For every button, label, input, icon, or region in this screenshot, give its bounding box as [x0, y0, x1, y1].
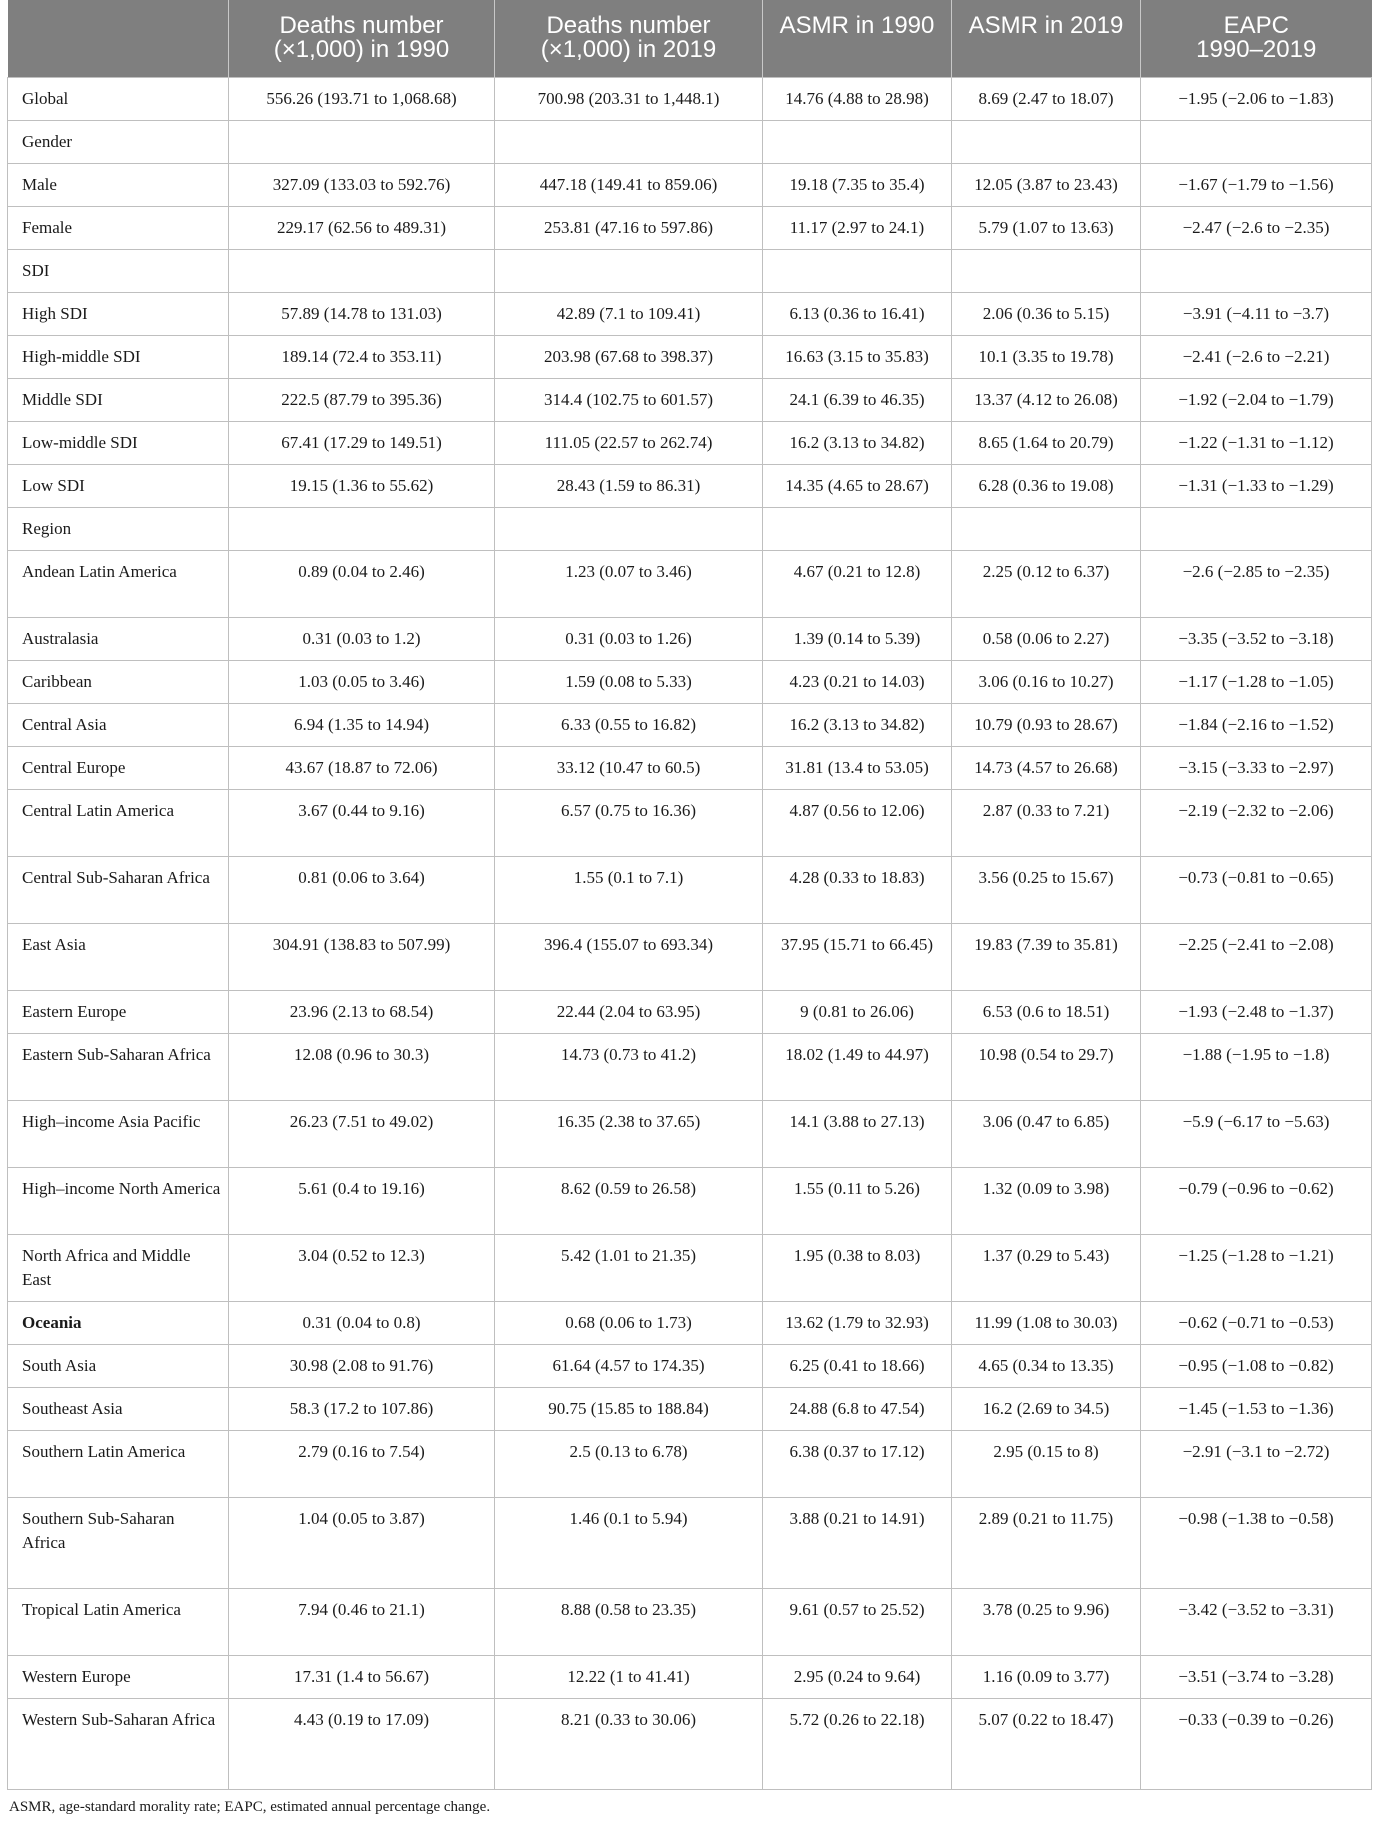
table-cell [495, 507, 763, 550]
row-label: Female [8, 206, 229, 249]
table-cell: 556.26 (193.71 to 1,068.68) [229, 77, 495, 120]
table-cell: 3.06 (0.47 to 6.85) [952, 1100, 1141, 1167]
table-cell: 14.73 (0.73 to 41.2) [495, 1033, 763, 1100]
table-cell: 5.42 (1.01 to 21.35) [495, 1234, 763, 1301]
table-cell: 3.67 (0.44 to 9.16) [229, 789, 495, 856]
table-cell: 700.98 (203.31 to 1,448.1) [495, 77, 763, 120]
table-cell: 30.98 (2.08 to 91.76) [229, 1344, 495, 1387]
table-cell: 222.5 (87.79 to 395.36) [229, 378, 495, 421]
table-cell: −1.93 (−2.48 to −1.37) [1141, 990, 1372, 1033]
header-cell-asmr-2019: ASMR in 2019 [952, 0, 1141, 77]
table-cell: 3.88 (0.21 to 14.91) [763, 1497, 952, 1588]
table-cell: 14.35 (4.65 to 28.67) [763, 464, 952, 507]
table-cell: 4.28 (0.33 to 18.83) [763, 856, 952, 923]
table-cell: 229.17 (62.56 to 489.31) [229, 206, 495, 249]
table-cell: 90.75 (15.85 to 188.84) [495, 1387, 763, 1430]
table-cell: 253.81 (47.16 to 597.86) [495, 206, 763, 249]
table-cell: 1.03 (0.05 to 3.46) [229, 660, 495, 703]
table-cell: −1.17 (−1.28 to −1.05) [1141, 660, 1372, 703]
table-row [8, 1167, 1372, 1234]
table-cell: 5.61 (0.4 to 19.16) [229, 1167, 495, 1234]
table-cell: 1.55 (0.1 to 7.1) [495, 856, 763, 923]
row-label: Central Sub-Saharan Africa [8, 856, 229, 923]
table-row [8, 1100, 1372, 1167]
table-row [8, 335, 1372, 378]
table-cell: 23.96 (2.13 to 68.54) [229, 990, 495, 1033]
table-cell: −5.9 (−6.17 to −5.63) [1141, 1100, 1372, 1167]
table-cell: 5.07 (0.22 to 18.47) [952, 1698, 1141, 1789]
table-row [8, 1588, 1372, 1655]
table-cell: 6.57 (0.75 to 16.36) [495, 789, 763, 856]
table-cell: 6.38 (0.37 to 17.12) [763, 1430, 952, 1497]
table-cell [229, 507, 495, 550]
table-cell: 7.94 (0.46 to 21.1) [229, 1588, 495, 1655]
table-row [8, 120, 1372, 163]
table-cell: −0.73 (−0.81 to −0.65) [1141, 856, 1372, 923]
table-cell: 13.62 (1.79 to 32.93) [763, 1301, 952, 1344]
table-cell: 2.89 (0.21 to 11.75) [952, 1497, 1141, 1588]
row-label: Caribbean [8, 660, 229, 703]
table-row [8, 378, 1372, 421]
row-label: Central Europe [8, 746, 229, 789]
table-row [8, 617, 1372, 660]
header-cell-asmr-1990: ASMR in 1990 [763, 0, 952, 77]
table-row [8, 206, 1372, 249]
row-label: Gender [8, 120, 229, 163]
table-cell [495, 249, 763, 292]
table-row [8, 746, 1372, 789]
table-row [8, 789, 1372, 856]
table-cell [763, 507, 952, 550]
table-cell [763, 120, 952, 163]
row-label: Western Sub-Saharan Africa [8, 1698, 229, 1789]
header-cell-deaths-1990: Deaths number (×1,000) in 1990 [229, 0, 495, 77]
table-cell: −2.91 (−3.1 to −2.72) [1141, 1430, 1372, 1497]
table-cell: 4.23 (0.21 to 14.03) [763, 660, 952, 703]
table-cell: −0.62 (−0.71 to −0.53) [1141, 1301, 1372, 1344]
table-row [8, 77, 1372, 120]
table-cell: 1.04 (0.05 to 3.87) [229, 1497, 495, 1588]
table-cell: 2.95 (0.24 to 9.64) [763, 1655, 952, 1698]
table-cell: 57.89 (14.78 to 131.03) [229, 292, 495, 335]
table-cell: 33.12 (10.47 to 60.5) [495, 746, 763, 789]
table-cell: −1.92 (−2.04 to −1.79) [1141, 378, 1372, 421]
table-cell: 6.94 (1.35 to 14.94) [229, 703, 495, 746]
table-row [8, 1655, 1372, 1698]
table-cell: 9 (0.81 to 26.06) [763, 990, 952, 1033]
header-cell-eapc: EAPC 1990–2019 [1141, 0, 1372, 77]
table-cell: 16.63 (3.15 to 35.83) [763, 335, 952, 378]
table-cell [1141, 120, 1372, 163]
table-cell: 18.02 (1.49 to 44.97) [763, 1033, 952, 1100]
table-cell [229, 120, 495, 163]
table-cell: 2.5 (0.13 to 6.78) [495, 1430, 763, 1497]
table-cell: −1.84 (−2.16 to −1.52) [1141, 703, 1372, 746]
table-cell: 58.3 (17.2 to 107.86) [229, 1387, 495, 1430]
table-cell: 28.43 (1.59 to 86.31) [495, 464, 763, 507]
table-cell: 1.59 (0.08 to 5.33) [495, 660, 763, 703]
table-cell: −1.95 (−2.06 to −1.83) [1141, 77, 1372, 120]
table-cell: 2.06 (0.36 to 5.15) [952, 292, 1141, 335]
table-cell: −0.98 (−1.38 to −0.58) [1141, 1497, 1372, 1588]
table-cell: 42.89 (7.1 to 109.41) [495, 292, 763, 335]
table-cell [229, 249, 495, 292]
table-cell [952, 249, 1141, 292]
row-label: High SDI [8, 292, 229, 335]
table-row [8, 249, 1372, 292]
data-table [7, 0, 1372, 1790]
table-cell: 8.65 (1.64 to 20.79) [952, 421, 1141, 464]
row-label: Middle SDI [8, 378, 229, 421]
table-row [8, 292, 1372, 335]
table-cell: 9.61 (0.57 to 25.52) [763, 1588, 952, 1655]
row-label: Oceania [8, 1301, 229, 1344]
table-cell: 111.05 (22.57 to 262.74) [495, 421, 763, 464]
table-cell: 10.1 (3.35 to 19.78) [952, 335, 1141, 378]
table-cell: 19.18 (7.35 to 35.4) [763, 163, 952, 206]
table-cell: 1.39 (0.14 to 5.39) [763, 617, 952, 660]
table-footnote: ASMR, age-standard morality rate; EAPC, estimated annual percentage change. [9, 1798, 491, 1815]
row-label: Low SDI [8, 464, 229, 507]
table-cell: 14.1 (3.88 to 27.13) [763, 1100, 952, 1167]
table-cell: −2.25 (−2.41 to −2.08) [1141, 923, 1372, 990]
row-label: High–income North America [8, 1167, 229, 1234]
table-cell: 203.98 (67.68 to 398.37) [495, 335, 763, 378]
row-label: High–income Asia Pacific [8, 1100, 229, 1167]
table-cell: 31.81 (13.4 to 53.05) [763, 746, 952, 789]
table-row [8, 421, 1372, 464]
table-cell: 11.99 (1.08 to 30.03) [952, 1301, 1141, 1344]
table-cell: −3.35 (−3.52 to −3.18) [1141, 617, 1372, 660]
row-label: Male [8, 163, 229, 206]
table-cell: 6.25 (0.41 to 18.66) [763, 1344, 952, 1387]
table-cell: −3.91 (−4.11 to −3.7) [1141, 292, 1372, 335]
table-cell: 304.91 (138.83 to 507.99) [229, 923, 495, 990]
table-cell: 0.68 (0.06 to 1.73) [495, 1301, 763, 1344]
table-cell: 6.13 (0.36 to 16.41) [763, 292, 952, 335]
table-cell: 10.79 (0.93 to 28.67) [952, 703, 1141, 746]
table-cell: 2.87 (0.33 to 7.21) [952, 789, 1141, 856]
table-cell: 2.95 (0.15 to 8) [952, 1430, 1141, 1497]
table-cell [495, 120, 763, 163]
table-cell: 1.16 (0.09 to 3.77) [952, 1655, 1141, 1698]
table-cell: 37.95 (15.71 to 66.45) [763, 923, 952, 990]
table-row [8, 1698, 1372, 1789]
table-cell: 0.58 (0.06 to 2.27) [952, 617, 1141, 660]
table-cell: 61.64 (4.57 to 174.35) [495, 1344, 763, 1387]
table-row [8, 1344, 1372, 1387]
table-cell: −1.25 (−1.28 to −1.21) [1141, 1234, 1372, 1301]
table-cell: 12.22 (1 to 41.41) [495, 1655, 763, 1698]
table-cell: 1.23 (0.07 to 3.46) [495, 550, 763, 617]
table-cell: −0.95 (−1.08 to −0.82) [1141, 1344, 1372, 1387]
row-label: East Asia [8, 923, 229, 990]
table-row [8, 1387, 1372, 1430]
table-cell: 6.33 (0.55 to 16.82) [495, 703, 763, 746]
table-cell: −2.41 (−2.6 to −2.21) [1141, 335, 1372, 378]
table-cell: −2.47 (−2.6 to −2.35) [1141, 206, 1372, 249]
table-cell: −0.79 (−0.96 to −0.62) [1141, 1167, 1372, 1234]
table-row [8, 1430, 1372, 1497]
row-label: Southern Latin America [8, 1430, 229, 1497]
table-row [8, 507, 1372, 550]
table-cell [952, 507, 1141, 550]
table-cell: 8.62 (0.59 to 26.58) [495, 1167, 763, 1234]
table-body [8, 77, 1372, 1789]
table-cell: 1.37 (0.29 to 5.43) [952, 1234, 1141, 1301]
row-label: Region [8, 507, 229, 550]
table-cell: 4.87 (0.56 to 12.06) [763, 789, 952, 856]
table-cell: 5.72 (0.26 to 22.18) [763, 1698, 952, 1789]
table-cell: 14.73 (4.57 to 26.68) [952, 746, 1141, 789]
table-cell: 314.4 (102.75 to 601.57) [495, 378, 763, 421]
table-cell: 396.4 (155.07 to 693.34) [495, 923, 763, 990]
row-label: Low-middle SDI [8, 421, 229, 464]
table-cell: 5.79 (1.07 to 13.63) [952, 206, 1141, 249]
table-cell: 8.21 (0.33 to 30.06) [495, 1698, 763, 1789]
table-cell: 4.65 (0.34 to 13.35) [952, 1344, 1141, 1387]
table-cell: 26.23 (7.51 to 49.02) [229, 1100, 495, 1167]
table-row [8, 1033, 1372, 1100]
table-cell: 43.67 (18.87 to 72.06) [229, 746, 495, 789]
table-row [8, 163, 1372, 206]
table-cell: 16.2 (3.13 to 34.82) [763, 421, 952, 464]
table-cell: 17.31 (1.4 to 56.67) [229, 1655, 495, 1698]
table-cell [952, 120, 1141, 163]
table-row [8, 464, 1372, 507]
table-row [8, 660, 1372, 703]
table-cell: −2.19 (−2.32 to −2.06) [1141, 789, 1372, 856]
row-label: Central Latin America [8, 789, 229, 856]
table-cell: 19.15 (1.36 to 55.62) [229, 464, 495, 507]
table-cell: 24.88 (6.8 to 47.54) [763, 1387, 952, 1430]
row-label: Western Europe [8, 1655, 229, 1698]
table-cell: 189.14 (72.4 to 353.11) [229, 335, 495, 378]
table-cell [1141, 507, 1372, 550]
table-cell: −1.67 (−1.79 to −1.56) [1141, 163, 1372, 206]
table-cell: 3.56 (0.25 to 15.67) [952, 856, 1141, 923]
table-cell: 6.28 (0.36 to 19.08) [952, 464, 1141, 507]
table-row [8, 923, 1372, 990]
table-cell [1141, 249, 1372, 292]
table-cell: 0.31 (0.04 to 0.8) [229, 1301, 495, 1344]
table-cell: 67.41 (17.29 to 149.51) [229, 421, 495, 464]
table-cell: −3.51 (−3.74 to −3.28) [1141, 1655, 1372, 1698]
table-cell: 0.81 (0.06 to 3.64) [229, 856, 495, 923]
table-cell: 14.76 (4.88 to 28.98) [763, 77, 952, 120]
table-cell: 4.67 (0.21 to 12.8) [763, 550, 952, 617]
table-cell: −1.31 (−1.33 to −1.29) [1141, 464, 1372, 507]
table-cell: 19.83 (7.39 to 35.81) [952, 923, 1141, 990]
table-cell: 22.44 (2.04 to 63.95) [495, 990, 763, 1033]
row-label: SDI [8, 249, 229, 292]
table-cell: −2.6 (−2.85 to −2.35) [1141, 550, 1372, 617]
row-label: North Africa and Middle East [8, 1234, 229, 1301]
row-label: Eastern Sub-Saharan Africa [8, 1033, 229, 1100]
row-label: Global [8, 77, 229, 120]
table-row [8, 1301, 1372, 1344]
table-cell: −3.15 (−3.33 to −2.97) [1141, 746, 1372, 789]
table-cell: 1.32 (0.09 to 3.98) [952, 1167, 1141, 1234]
table-cell: 12.08 (0.96 to 30.3) [229, 1033, 495, 1100]
row-label: South Asia [8, 1344, 229, 1387]
table-cell: −1.45 (−1.53 to −1.36) [1141, 1387, 1372, 1430]
table-cell: −3.42 (−3.52 to −3.31) [1141, 1588, 1372, 1655]
table-cell: 10.98 (0.54 to 29.7) [952, 1033, 1141, 1100]
table-cell: 327.09 (133.03 to 592.76) [229, 163, 495, 206]
table-cell: 12.05 (3.87 to 23.43) [952, 163, 1141, 206]
table-cell: 0.89 (0.04 to 2.46) [229, 550, 495, 617]
row-label: Central Asia [8, 703, 229, 746]
table-cell: 8.88 (0.58 to 23.35) [495, 1588, 763, 1655]
table-container [7, 0, 1371, 1816]
row-label: Andean Latin America [8, 550, 229, 617]
header-cell-label [8, 0, 229, 77]
table-cell: 0.31 (0.03 to 1.2) [229, 617, 495, 660]
table-cell: 2.79 (0.16 to 7.54) [229, 1430, 495, 1497]
table-header [8, 0, 1372, 77]
row-label: Southeast Asia [8, 1387, 229, 1430]
table-cell: −1.22 (−1.31 to −1.12) [1141, 421, 1372, 464]
table-cell: −1.88 (−1.95 to −1.8) [1141, 1033, 1372, 1100]
table-row [8, 856, 1372, 923]
table-cell: 4.43 (0.19 to 17.09) [229, 1698, 495, 1789]
table-row [8, 990, 1372, 1033]
row-label: Eastern Europe [8, 990, 229, 1033]
table-cell: 1.55 (0.11 to 5.26) [763, 1167, 952, 1234]
table-cell: 8.69 (2.47 to 18.07) [952, 77, 1141, 120]
table-cell: 1.95 (0.38 to 8.03) [763, 1234, 952, 1301]
table-cell: 3.78 (0.25 to 9.96) [952, 1588, 1141, 1655]
table-cell: 24.1 (6.39 to 46.35) [763, 378, 952, 421]
table-cell: 11.17 (2.97 to 24.1) [763, 206, 952, 249]
table-row [8, 550, 1372, 617]
table-cell: 16.2 (2.69 to 34.5) [952, 1387, 1141, 1430]
table-cell: 2.25 (0.12 to 6.37) [952, 550, 1141, 617]
table-row [8, 1234, 1372, 1301]
table-row [8, 1497, 1372, 1588]
header-cell-deaths-2019: Deaths number (×1,000) in 2019 [495, 0, 763, 77]
table-cell: 3.06 (0.16 to 10.27) [952, 660, 1141, 703]
row-label: High-middle SDI [8, 335, 229, 378]
table-cell [763, 249, 952, 292]
table-cell: −0.33 (−0.39 to −0.26) [1141, 1698, 1372, 1789]
row-label: Southern Sub-Saharan Africa [8, 1497, 229, 1588]
row-label: Australasia [8, 617, 229, 660]
table-row [8, 703, 1372, 746]
row-label: Tropical Latin America [8, 1588, 229, 1655]
table-cell: 6.53 (0.6 to 18.51) [952, 990, 1141, 1033]
table-cell: 13.37 (4.12 to 26.08) [952, 378, 1141, 421]
table-cell: 16.35 (2.38 to 37.65) [495, 1100, 763, 1167]
table-cell: 447.18 (149.41 to 859.06) [495, 163, 763, 206]
table-cell: 1.46 (0.1 to 5.94) [495, 1497, 763, 1588]
table-cell: 0.31 (0.03 to 1.26) [495, 617, 763, 660]
table-cell: 16.2 (3.13 to 34.82) [763, 703, 952, 746]
table-cell: 3.04 (0.52 to 12.3) [229, 1234, 495, 1301]
